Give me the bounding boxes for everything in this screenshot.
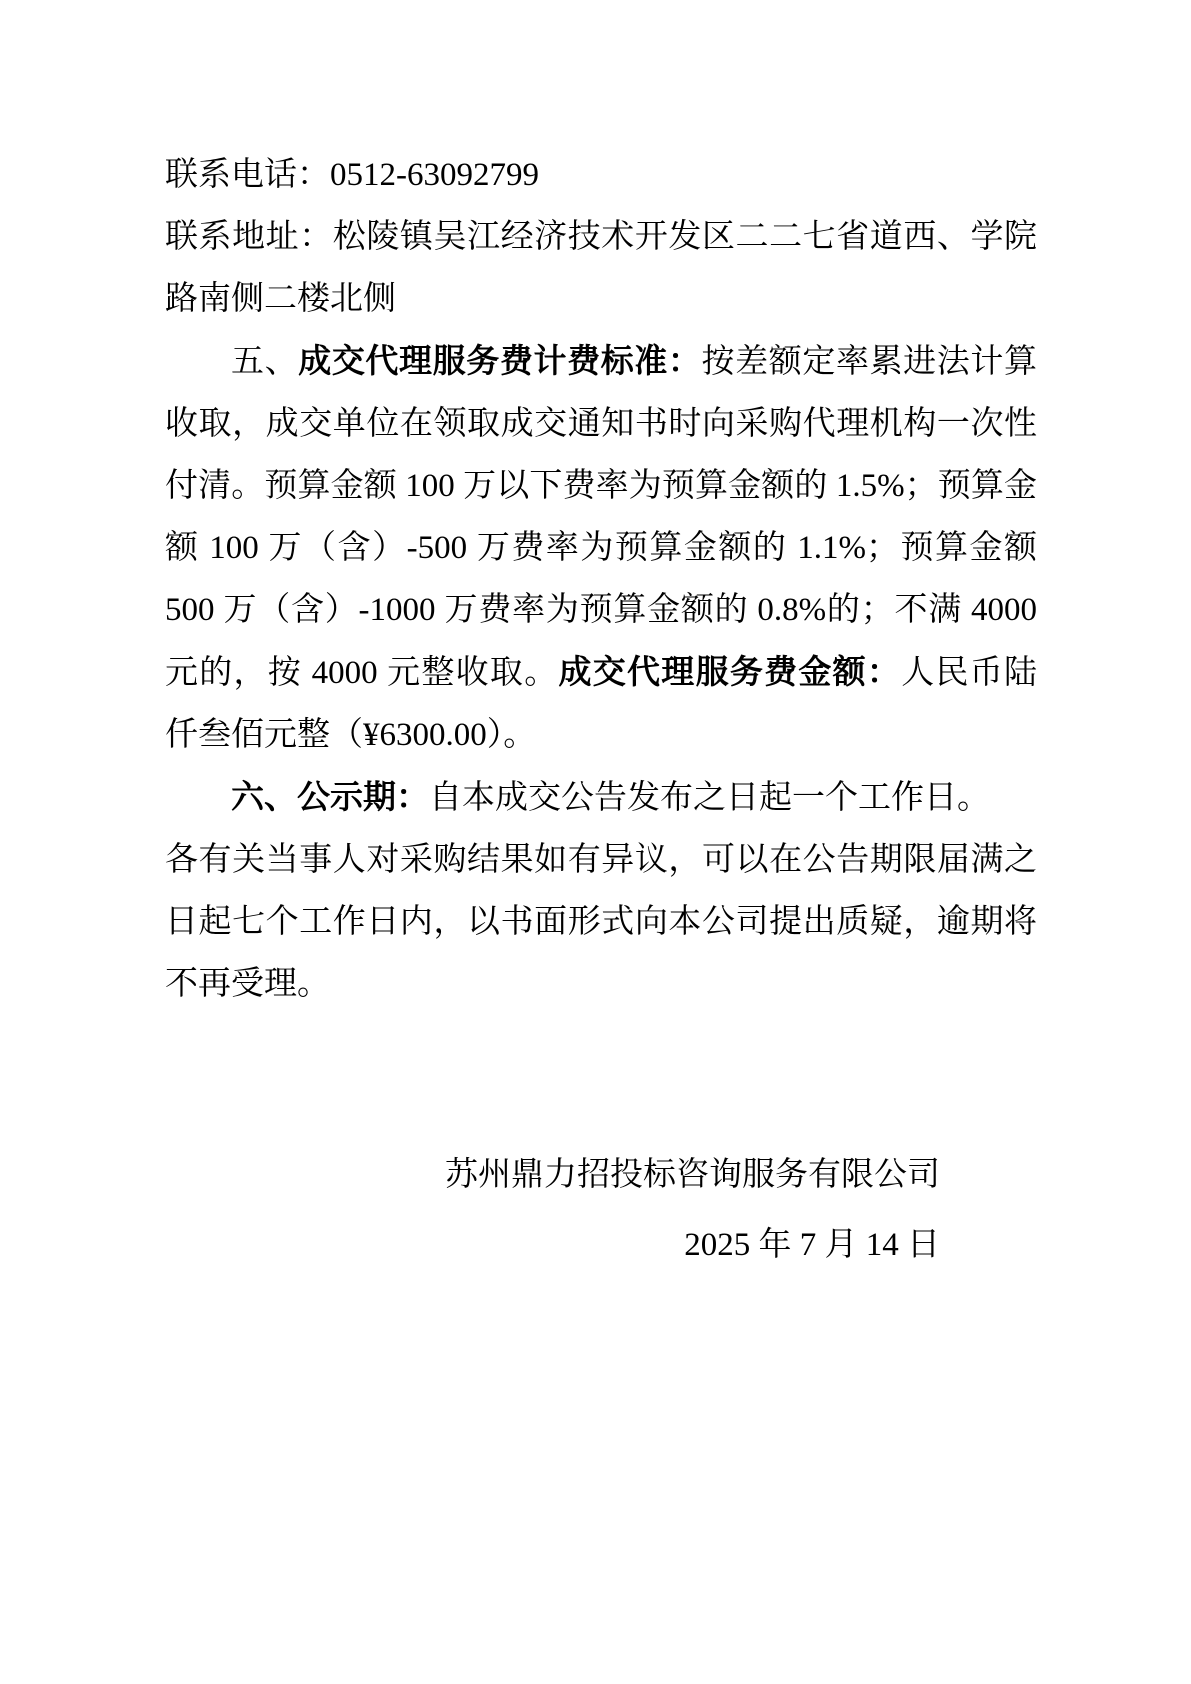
text-segment: 路南侧二楼北侧 xyxy=(165,281,396,317)
bold-text-segment: 成交代理服务费计费标准： xyxy=(298,342,702,379)
text-segment: 联系地址：松陵镇吴江经济技术开发区二二七省道西、学院 xyxy=(165,219,1037,255)
text-segment: 自本成交公告发布之日起一个工作日。 xyxy=(429,780,990,816)
document-line xyxy=(165,704,1037,766)
text-segment: 五、 xyxy=(231,344,299,380)
document-line xyxy=(165,953,1037,1015)
text-segment: 不再受理。 xyxy=(165,966,330,1002)
document-line xyxy=(165,455,1037,517)
text-segment: 收取，成交单位在领取成交通知书时向采购代理机构一次性 xyxy=(165,406,1037,442)
document-line xyxy=(165,206,1037,268)
text-segment: 各有关当事人对采购结果如有异议，可以在公告期限届满之 xyxy=(165,842,1037,878)
document-line xyxy=(165,268,1037,330)
text-segment: 仟叁佰元整（¥6300.00）。 xyxy=(165,717,537,753)
signature-date-line: 2025 年 7 月 14 日 xyxy=(684,1227,940,1263)
text-segment: 日起七个工作日内，以书面形式向本公司提出质疑，逾期将 xyxy=(165,904,1037,940)
text-segment: 500 万（含）-1000 万费率为预算金额的 0.8%的；不满 4000 xyxy=(165,592,1037,628)
text-segment: 人民币陆 xyxy=(901,655,1038,691)
document-line xyxy=(165,766,1037,829)
text-segment: 联系电话：0512-63092799 xyxy=(165,157,539,193)
text-segment: 付清。预算金额 100 万以下费率为预算金额的 1.5%；预算金 xyxy=(165,468,1037,504)
signature-company-line: 苏州鼎力招投标咨询服务有限公司 xyxy=(445,1157,940,1193)
document-line xyxy=(165,579,1037,641)
text-segment: 额 100 万（含）-500 万费率为预算金额的 1.1%；预算金额 xyxy=(165,530,1037,566)
document-line xyxy=(165,891,1037,953)
bold-text-segment: 成交代理服务费金额： xyxy=(558,653,902,690)
document-line xyxy=(165,829,1037,891)
document-line xyxy=(165,330,1037,393)
text-segment: 元的，按 4000 元整收取。 xyxy=(165,655,559,691)
document-lines xyxy=(165,144,1037,1015)
bold-text-segment: 六、公示期： xyxy=(231,778,429,815)
document-body xyxy=(165,0,1037,1276)
document-line xyxy=(165,144,1037,206)
document-line xyxy=(165,393,1037,455)
document-line xyxy=(165,517,1037,579)
document-line xyxy=(165,641,1037,704)
text-segment: 按差额定率累进法计算 xyxy=(701,344,1038,380)
